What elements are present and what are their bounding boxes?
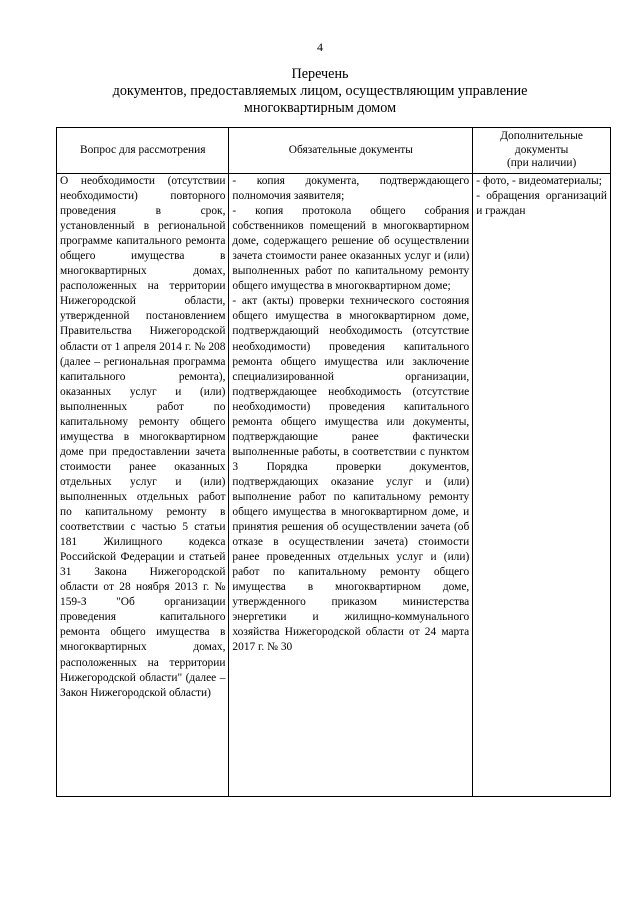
- header-question: Вопрос для рассмотрения: [57, 128, 229, 174]
- documents-table: [56, 127, 611, 797]
- additional-item-2: - обращения организаций и граждан: [476, 190, 607, 218]
- required-item-3: - акт (акты) проверки технического состояния общего имущества в многоквартирном доме, подтверждающий необходимость (отсутствие необходимости) проведения капитального ремонта общего имущества или заключение специализированной организации, подтверждающее необходимость (отсутствие необходимости) проведения капитального ремонта общего имущества или документы, подтверждающие ранее фактически выполненные работы, в соответствии с пунктом 3 Порядка проверки документов, подтверждающих оказание услуг и (или) выполнение работ по капитальному ремонту общего имущества в многоквартирном доме, и принятия решения об осуществлении зачета (об отказе в осуществлении зачета) стоимости ранее проведенных отдельных услуг и (или) работ по капитальному ремонту общего имущества в многоквартирном доме, утвержденного приказом министерства энергетики и жилищно-коммунального хозяйства Нижегородской области от 24 марта 2017 г. № 30: [232, 295, 470, 654]
- required-item-2: - копия протокола общего собрания собственников помещений в многоквартирном доме, содержащего решение об осуществлении зачета стоимости ранее оказанных услуг и (или) выполненных работ по капитальному ремонту общего имущества в многоквартирном доме;: [232, 205, 470, 293]
- document-title: [0, 66, 640, 117]
- question-text: О необходимости (отсутствии необходимости) повторного проведения в срок, установленный в региональной программе капитального ремонта общего имущества в многоквартирных домах, расположенных на территории Нижегородской области, утвержденной постановлением Правительства Нижегородской области от 1 апреля 2014 г. № 208 (далее – региональная программа капитального ремонта), оказанных услуг и (или) выполненных работ по капитальному ремонту общего имущества в многоквартирном доме при предоставлении зачета стоимости ранее оказанных отдельных услуг и (или) выполненных отдельных работ по капитальному ремонту в соответствии с частью 5 статьи 181 Жилищного кодекса Российской Федерации и статьей 31 Закона Нижегородской области от 28 ноября 2013 г. № 159-З "Об организации проведения капитального ремонта общего имущества в многоквартирных домах, расположенных на территории Нижегородской области" (далее – Закон Нижегородской области): [60, 175, 226, 699]
- header-additional-line-1: Дополнительные: [500, 129, 583, 142]
- table-row: [57, 174, 611, 797]
- additional-item-1: - фото, - видеоматериалы;: [476, 175, 602, 187]
- title-line-3: многоквартирным домом: [243, 100, 397, 116]
- header-additional-line-2: документы: [514, 143, 569, 156]
- required-documents-cell: [229, 174, 473, 797]
- header-additional-line-3: (при наличии): [506, 157, 577, 170]
- additional-documents-cell: [473, 174, 611, 797]
- question-cell: [57, 174, 229, 797]
- required-item-1: - копия документа, подтверждающего полномочия заявителя;: [232, 175, 470, 203]
- title-line-2: документов, предоставляемых лицом, осуществляющим управление: [112, 83, 528, 99]
- header-required-documents: Обязательные документы: [229, 128, 473, 174]
- page-number: 4: [317, 40, 323, 54]
- header-additional-documents: [473, 128, 611, 174]
- table-header-row: [57, 128, 611, 174]
- title-line-1: Перечень: [291, 66, 349, 82]
